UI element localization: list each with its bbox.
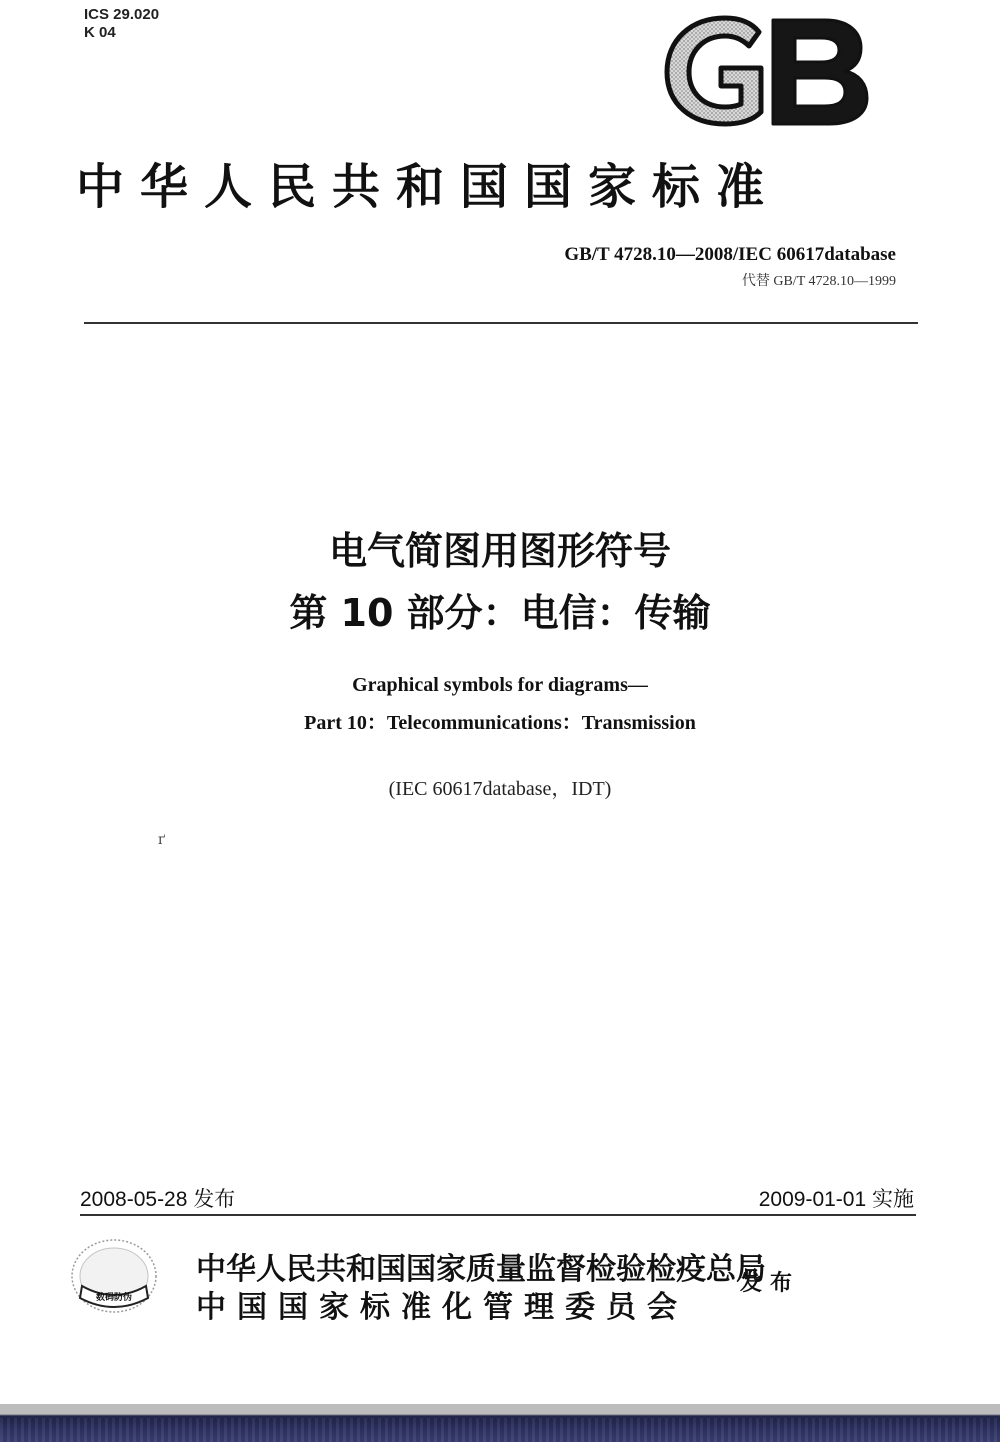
replaces-note: 代替 GB/T 4728.10—1999: [741, 274, 896, 289]
standard-number: GB/T 4728.10—2008/IEC 60617database: [564, 244, 896, 265]
scan-footer-band: [0, 1404, 1000, 1442]
issue-date: 2008-05-28 发布: [80, 1188, 236, 1211]
gb-logo: [655, 12, 875, 130]
seal-text: 数码防伪: [95, 1293, 133, 1303]
national-standard-title: 中华人民共和国国家标准: [76, 159, 781, 215]
chinese-title-line-1: 电气简图用图形符号: [328, 529, 671, 573]
anti-counterfeit-seal: [68, 1236, 160, 1322]
category-code: K 04: [84, 24, 116, 41]
english-title-line-2: Part 10：Telecommunications：Transmission: [304, 712, 696, 734]
footer-divider: [80, 1214, 916, 1216]
ics-code: ICS 29.020: [84, 6, 160, 23]
equivalence-note: (IEC 60617database，IDT): [388, 778, 612, 800]
english-title-line-1: Graphical symbols for diagrams—: [352, 674, 648, 696]
issue-label: 发布: [740, 1271, 801, 1296]
chinese-title-line-2: 第 10 部分：电信：传输: [289, 591, 711, 635]
implementation-date: 2009-01-01 实施: [758, 1188, 914, 1211]
issuer-line-2: 中国国家标准化管理委员会: [196, 1290, 688, 1325]
classification-codes: [84, 6, 159, 42]
header-divider: [84, 322, 918, 324]
stray-mark: ґ: [158, 832, 166, 848]
issuer-line-1: 中华人民共和国国家质量监督检验检疫总局: [196, 1252, 766, 1287]
